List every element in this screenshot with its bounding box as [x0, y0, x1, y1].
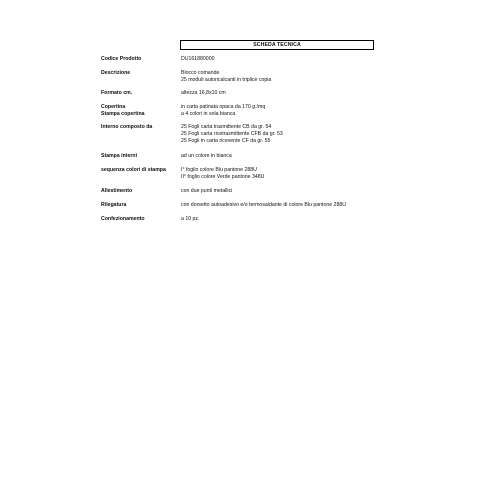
allestimento-label: Allestimento	[101, 188, 133, 194]
copertina-labels	[101, 104, 145, 118]
document-title: SCHEDA TECNICA	[253, 42, 301, 48]
sequenza-colori-label: sequenza colori di stampa	[101, 167, 166, 173]
document-title-box	[180, 40, 374, 50]
allestimento-value: con due punti metallici	[181, 188, 233, 194]
descrizione-value	[181, 70, 271, 84]
sequenza-line: I° foglio colore Blu pantone 288U	[181, 167, 257, 173]
copertina-value	[181, 104, 265, 118]
descrizione-label: Descrizione	[101, 70, 131, 76]
interno-line: 25 Fogli carta ricetrasmittente CFB da gr. 53	[181, 131, 283, 137]
formato-value: altezza 16,8x10 cm	[181, 90, 226, 96]
confezionamento-label: Confezionamento	[101, 216, 145, 222]
copertina-line: in carta patinata opaca da 170 g./mq	[181, 104, 266, 110]
rilegatura-label: Rilegatura	[101, 202, 127, 208]
descrizione-line: 25 moduli autoricalcanti in triplice copia	[181, 77, 272, 83]
descrizione-line: Blocco comande	[181, 70, 220, 76]
sequenza-colori-value	[181, 167, 264, 181]
interno-label: Interno composto da	[101, 124, 153, 130]
formato-label: Formato cm.	[101, 90, 133, 96]
interno-line: 25 Fogli in carta ricevente CF da gr. 55	[181, 138, 271, 144]
codice-prodotto-value: DU161880000	[181, 56, 215, 62]
stampa-copertina-label: Stampa copertina	[101, 111, 145, 117]
confezionamento-value: a 10 pz.	[181, 216, 200, 222]
sequenza-line: II° foglio colore Verde pantone 348U	[181, 174, 265, 180]
codice-prodotto-label: Codice Prodotto	[101, 56, 142, 62]
interno-value	[181, 124, 283, 145]
stampa-interni-value: ad un colore in bianca	[181, 153, 232, 159]
rilegatura-value: con dorsetto autoadesivo e/o termosaldante di colore Blu pantone 288U	[181, 202, 346, 208]
copertina-line: a 4 colori in sola bianca	[181, 111, 236, 117]
interno-line: 25 Fogli carta trasmittente CB da gr. 54	[181, 124, 272, 130]
copertina-label: Copertina	[101, 104, 126, 110]
stampa-interni-label: Stampa interni	[101, 153, 138, 159]
